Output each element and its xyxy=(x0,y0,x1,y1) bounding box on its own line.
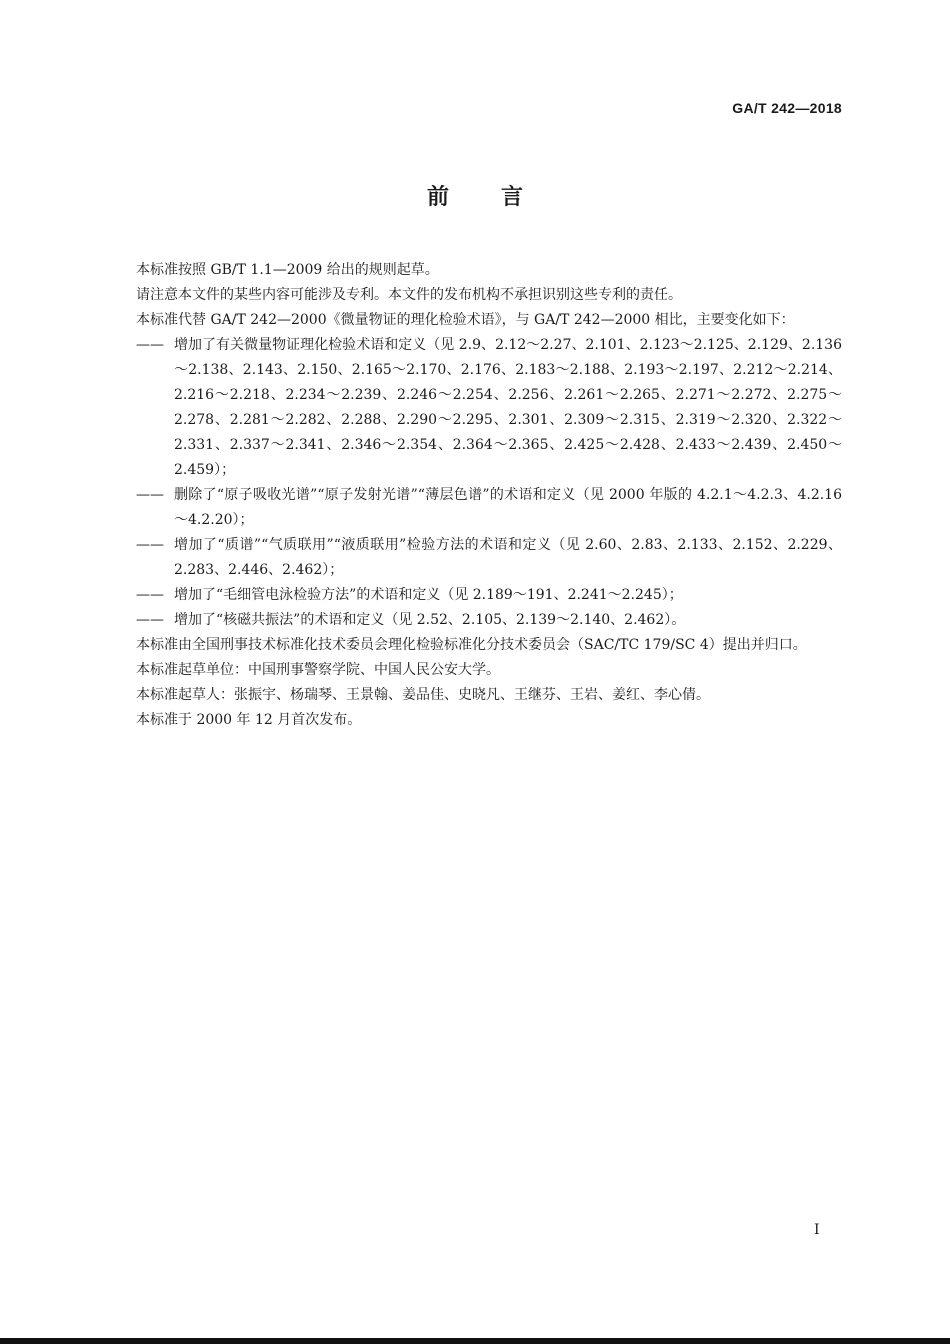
paragraph: 请注意本文件的某些内容可能涉及专利。本文件的发布机构不承担识别这些专利的责任。 xyxy=(136,287,682,303)
list-item xyxy=(108,608,842,633)
list-item xyxy=(108,333,842,483)
list-item xyxy=(108,583,842,608)
list-item-text: 删除了“原子吸收光谱”“原子发射光谱”“薄层色谱”的术语和定义（见 2000 年版的 4.2.1～4.2.3、4.2.16～4.2.20）； xyxy=(174,487,842,528)
list-dash: —— xyxy=(136,537,164,553)
list-dash: —— xyxy=(136,487,164,503)
list-item xyxy=(108,483,842,533)
list-item-text: 增加了“核磁共振法”的术语和定义（见 2.52、2.105、2.139～2.140、2.462）。 xyxy=(174,612,686,628)
paragraph: 本标准起草人：张振宇、杨瑞琴、王景翰、姜品佳、史晓凡、王继芬、王岩、姜红、李心倩。 xyxy=(136,687,710,703)
list-dash: —— xyxy=(136,612,164,628)
list-item-text: 增加了“质谱”“气质联用”“液质联用”检验方法的术语和定义（见 2.60、2.83、2.133、2.152、2.229、2.283、2.446、2.462）； xyxy=(174,537,842,578)
bottom-rule xyxy=(0,1338,950,1344)
paragraph: 本标准于 2000 年 12 月首次发布。 xyxy=(136,712,362,728)
document-body xyxy=(108,258,842,733)
page-title: 前言 xyxy=(426,185,575,210)
standard-code: GA/T 242—2018 xyxy=(732,100,842,116)
list-item-text: 增加了有关微量物证理化检验术语和定义（见 2.9、2.12～2.27、2.101、2.123～2.125、2.129、2.136～2.138、2.143、2.150、2.165～2.170、2.176、2.183～2.188、2.193～2.197、2.212～2.214、2.216～2.218、2.234～2.239、2.246～2.254、2.256、2.261～2.265、2.271～2.272、2.275～2.278、2.281～2.282、2.288、2.290～2.295、2.301、2.309～2.315、2.319～2.320、2.322～2.331、2.337～2.341、2.346～2.354、2.364～2.365、2.425～2.428、2.433～2.439、2.450～2.459）； xyxy=(174,337,842,478)
page-number: I xyxy=(814,1222,820,1238)
list-item xyxy=(108,533,842,583)
paragraph: 本标准按照 GB/T 1.1—2009 给出的规则起草。 xyxy=(136,262,439,278)
list-dash: —— xyxy=(136,587,164,603)
paragraph: 本标准代替 GA/T 242—2000《微量物证的理化检验术语》，与 GA/T 242—2000 相比，主要变化如下： xyxy=(136,312,795,328)
paragraph: 本标准起草单位：中国刑事警察学院、中国人民公安大学。 xyxy=(136,662,500,678)
list-item-text: 增加了“毛细管电泳检验方法”的术语和定义（见 2.189～191、2.241～2.245）； xyxy=(174,587,683,603)
list-dash: —— xyxy=(136,337,164,353)
paragraph: 本标准由全国刑事技术标准化技术委员会理化检验标准化分技术委员会（SAC/TC 179/SC 4）提出并归口。 xyxy=(136,637,807,653)
